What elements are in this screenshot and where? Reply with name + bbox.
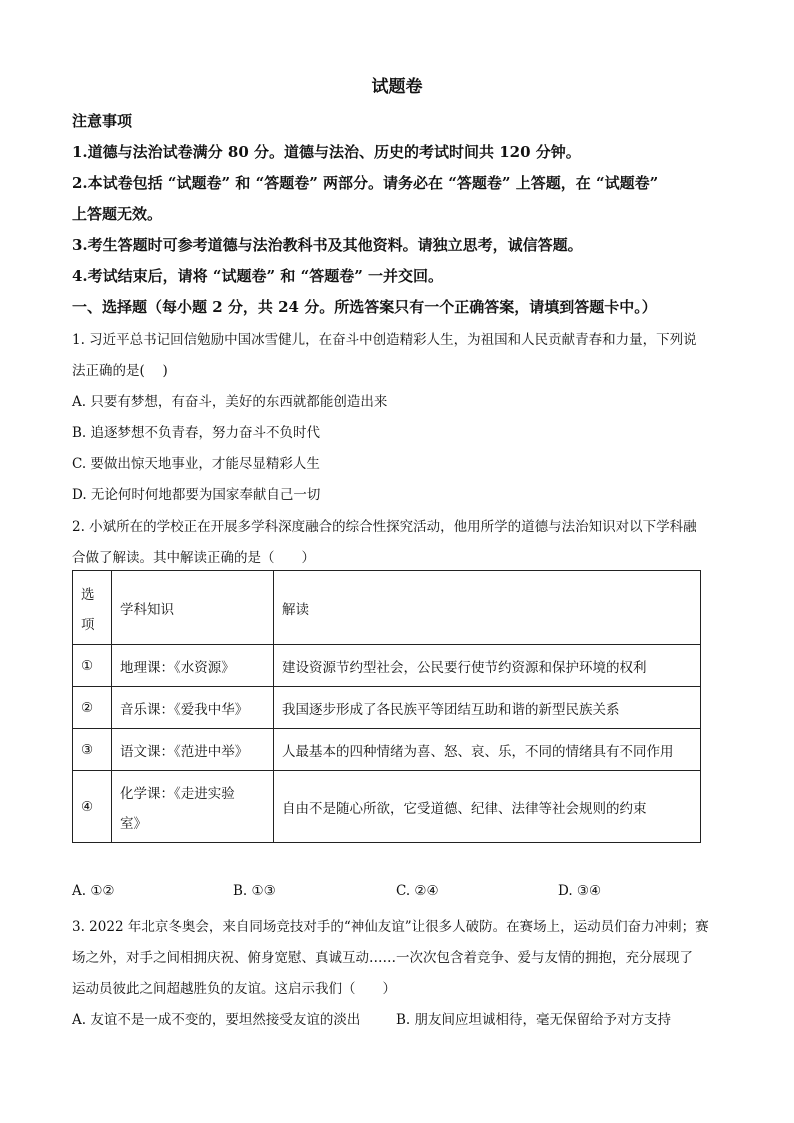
notice-item: 1.道德与法治试卷满分 80 分。道德与法治、历史的考试时间共 120 分钟。 <box>72 143 581 161</box>
question-stem: 2. 小斌所在的学校正在开展多学科深度融合的综合性探究活动，他用所学的道德与法治知识对以下学科融 <box>72 519 697 535</box>
option-b: B. 追逐梦想不负青春，努力奋斗不负时代 <box>72 425 321 441</box>
header-option-line: 项 <box>81 616 95 633</box>
row-subject <box>112 771 274 843</box>
question-stem: 1. 习近平总书记回信勉励中国冰雪健儿，在奋斗中创造精彩人生，为祖国和人民贡献青春和力量，下列说 <box>72 332 697 348</box>
row-interpretation: 我国逐步形成了各民族平等团结互助和谐的新型民族关系 <box>274 687 701 729</box>
notice-item: 3.考生答题时可参考道德与法治教科书及其他资料。请独立思考，诚信答题。 <box>72 236 583 254</box>
answer-a: A. ①② <box>72 883 115 899</box>
row-subject-line: 室》 <box>120 815 147 832</box>
section-title: 一、选择题（每小题 2 分，共 24 分。所选答案只有一个正确答案，请填到答题卡中。） <box>72 298 657 316</box>
notice-item: 上答题无效。 <box>72 205 163 223</box>
question-stem: 运动员彼此之间超越胜负的友谊。这启示我们（ ） <box>72 981 396 997</box>
row-subject: 语文课：《范进中举》 <box>112 729 274 771</box>
table-row <box>73 729 701 771</box>
header-option <box>73 571 112 645</box>
answer-b: B. ①③ <box>233 883 276 899</box>
question-stem: 3. 2022 年北京冬奥会，来自同场竞技对手的“神仙友谊”让很多人破防。在赛场上，运动员们奋力冲刺；赛 <box>72 919 709 935</box>
table-row <box>73 645 701 687</box>
row-subject: 地理课：《水资源》 <box>112 645 274 687</box>
row-option: ① <box>73 645 112 687</box>
notice-item: 4.考试结束后，请将 “试题卷” 和 “答题卷” 一并交回。 <box>72 267 444 285</box>
answer-d: D. ③④ <box>558 883 602 899</box>
option-a: A. 友谊不是一成不变的，要坦然接受友谊的淡出 <box>72 1012 361 1028</box>
header-interpretation: 解读 <box>274 571 701 645</box>
row-subject-line: 化学课：《走进实验 <box>120 785 235 802</box>
answer-c: C. ②④ <box>396 883 439 899</box>
row-interpretation: 人最基本的四种情绪为喜、怒、哀、乐，不同的情绪具有不同作用 <box>274 729 701 771</box>
option-d: D. 无论何时何地都要为国家奉献自己一切 <box>72 487 321 503</box>
row-option: ③ <box>73 729 112 771</box>
q2-table <box>72 570 701 843</box>
notice-item: 2.本试卷包括 “试题卷” 和 “答题卷” 两部分。请务必在 “答题卷” 上答题，在 “试题卷” <box>72 174 659 192</box>
option-b: B. 朋友间应坦诚相待，毫无保留给予对方支持 <box>396 1012 672 1028</box>
row-interpretation: 建设资源节约型社会，公民要行使节约资源和保护环境的权利 <box>274 645 701 687</box>
table-row <box>73 771 701 843</box>
header-subject: 学科知识 <box>112 571 274 645</box>
row-option: ④ <box>73 771 112 843</box>
header-option-line: 选 <box>81 586 95 603</box>
question-stem: 法正确的是( ) <box>72 363 168 379</box>
table-row <box>73 687 701 729</box>
table-header-row <box>73 571 701 645</box>
option-c: C. 要做出惊天地事业，才能尽显精彩人生 <box>72 456 320 472</box>
question-stem: 场之外，对手之间相拥庆祝、俯身宽慰、真诚互动……一次次包含着竞争、爱与友情的拥抱，充分展现了 <box>72 950 693 966</box>
notice-heading: 注意事项 <box>72 112 133 130</box>
page-title: 试题卷 <box>371 77 423 97</box>
question-stem: 合做了解读。其中解读正确的是（ ） <box>72 550 315 566</box>
row-option: ② <box>73 687 112 729</box>
option-a: A. 只要有梦想，有奋斗，美好的东西就都能创造出来 <box>72 394 388 410</box>
row-subject: 音乐课：《爱我中华》 <box>112 687 274 729</box>
row-interpretation: 自由不是随心所欲，它受道德、纪律、法律等社会规则的约束 <box>274 771 701 843</box>
